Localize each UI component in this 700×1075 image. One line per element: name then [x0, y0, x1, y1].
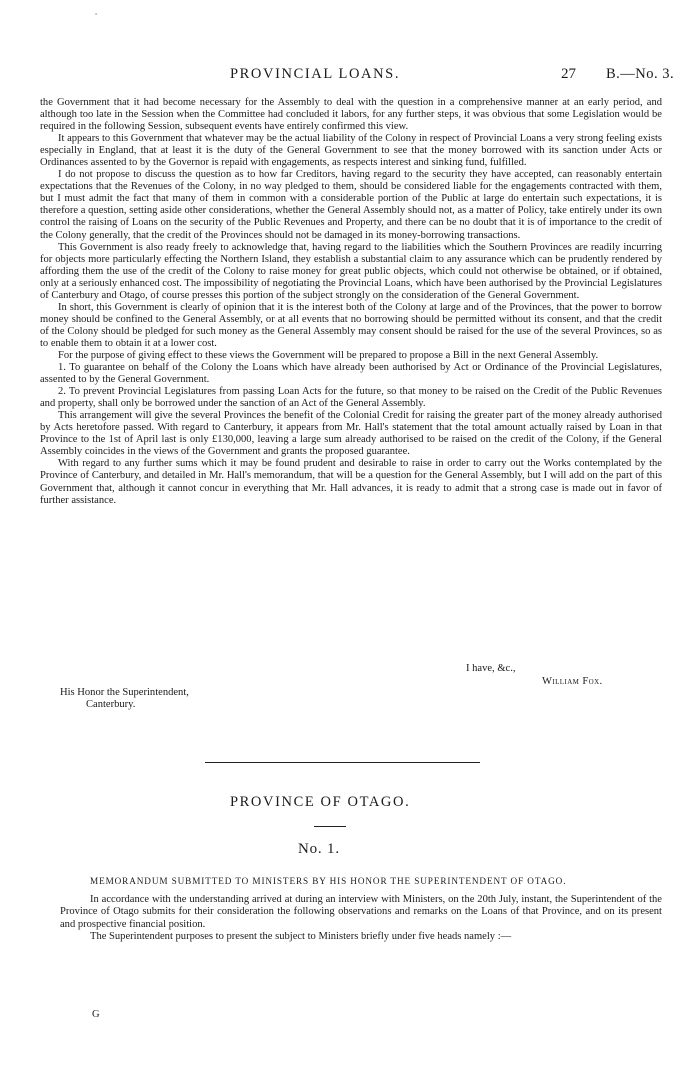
signature: William Fox. [542, 676, 603, 687]
document-number: No. 1. [298, 841, 340, 857]
paragraph: The Superintendent purposes to present the subject to Ministers briefly under five heads namely :— [90, 931, 512, 943]
document-reference: B.—No. 3. [606, 66, 675, 82]
addressee [60, 687, 189, 712]
page-header [0, 66, 700, 86]
paragraph: In short, this Government is clearly of opinion that it is the interest both of the Colony at large and of the Provinces, that the power to borrow money should be confined to the General Assembly, or at all events that no borrowing should be permitted without its consent, and that the credit of the Colony should be pledged for such money as the General Assembly may consent should be raised for the use of the several Provinces, so as to enable them to obtain it at a lower cost. [40, 301, 662, 349]
memorandum-body [60, 894, 662, 944]
addressee-title: His Honor the Superintendent, [60, 687, 189, 698]
catchword: G [92, 1009, 100, 1020]
section-divider [205, 762, 480, 763]
paragraph: I do not propose to discuss the question as to how far Creditors, having regard to the security they have accepted, can reasonably entertain expectations that the Revenues of the Colony, in no way pledged to them, should be considered liable for the engagements contracted with them, but I must admit the fact that many of them in common with a considerable portion of the Public at large do entertain such expectations, it is therefore a question, setting aside other considerations, whether the General Assembly should not, as a matter of Policy, take entirely under its own control the raising of Loans on the security of the Public Revenues and Property, and there can be no doubt that it is of importance to the credit of the Colony generally, that the credit of the Provinces should not be damaged in its money-borrowing transactions. [40, 169, 662, 241]
paragraph: This arrangement will give the several Provinces the benefit of the Colonial Credit for raising the greater part of the money already authorised by Acts heretofore passed. With regard to Canterbury, it appears from Mr. Hall's statement that the total amount actually raised by Loan in that Province to the 1st of April last is only £130,000, leaving a large sum already authorised to be raised on the credit of the Colony, if the General Assembly coincides in the views of the Government and grants the proposed guarantee. [40, 410, 662, 458]
addressee-place: Canterbury. [86, 699, 136, 711]
letter-closing: I have, &c., [466, 663, 516, 674]
paragraph: With regard to any further sums which it may be found prudent and desirable to raise in order to carry out the Works contemplated by the Province of Canterbury, and detailed in Mr. Hall's memorandum, that will be a question for the General Assembly, but I will add on the part of this Government that, although it cannot concur in everything that Mr. Hall advances, it is ready to admit that a strong case is made out in favor of further assistance. [40, 458, 662, 506]
paragraph: In accordance with the understanding arrived at during an interview with Ministers, on the 20th July, instant, the Superintendent of the Province of Otago submits for their consideration the following observations and remarks on the Loans of that Province, and on its present and prospective financial position. [60, 894, 662, 930]
memorandum-heading: MEMORANDUM SUBMITTED TO MINISTERS BY HIS HONOR THE SUPERINTENDENT OF OTAGO. [90, 876, 567, 886]
paragraph: This Government is also ready freely to acknowledge that, having regard to the liabilities which the Southern Provinces are readily incurring for objects more particularly effecting the Northern Island, they establish a substantial claim to any assurance which can be prudently rendered by affording them the use of the credit of the Colony to raise money for great public objects, which could not otherwise be obtained, or if obtained, only at a seriously enhanced cost. The impossibility of negotiating the Provincial Loans, which have been authorised by the Provincial Legislatures of Canterbury and Otago, of course presses this portion of the subject strongly on the consideration of the General Government. [40, 241, 662, 301]
letter-body [40, 97, 662, 507]
section-title: PROVINCE OF OTAGO. [230, 794, 411, 810]
paragraph: For the purpose of giving effect to these views the Government will be prepared to propose a Bill in the next General Assembly. [58, 349, 599, 361]
page-mark: ° [95, 13, 98, 19]
paragraph: the Government that it had become necessary for the Assembly to deal with the question in a comprehensive manner at an early period, and although too late in the Session when the Committee had concluded it labors, for any further steps, it was obvious that some Legislation would be required in the following Session, subsequent events have entirely confirmed this view. [40, 97, 662, 133]
paragraph: It appears to this Government that whatever may be the actual liability of the Colony in respect of Provincial Loans a very strong feeling exists especially in England, that at least it is the duty of the General Government to see that the money borrowed with its sanction under Acts or Ordinances assented to by the Governor is repaid with engagements, as respects interest and sinking fund, fulfilled. [40, 133, 662, 169]
list-item: 2. To prevent Provincial Legislatures from passing Loan Acts for the future, so that money to be raised on the Credit of the Public Revenues and property, shall only be borrowed under the sanction of an Act of the General Assembly. [40, 386, 662, 410]
page-number: 27 [561, 66, 576, 82]
running-title: PROVINCIAL LOANS. [230, 66, 401, 82]
list-item: 1. To guarantee on behalf of the Colony the Loans which have already been authorised by Act or Ordinance of the Provincial Legislatures, assented to by the General Government. [40, 362, 662, 386]
short-divider [314, 826, 346, 827]
